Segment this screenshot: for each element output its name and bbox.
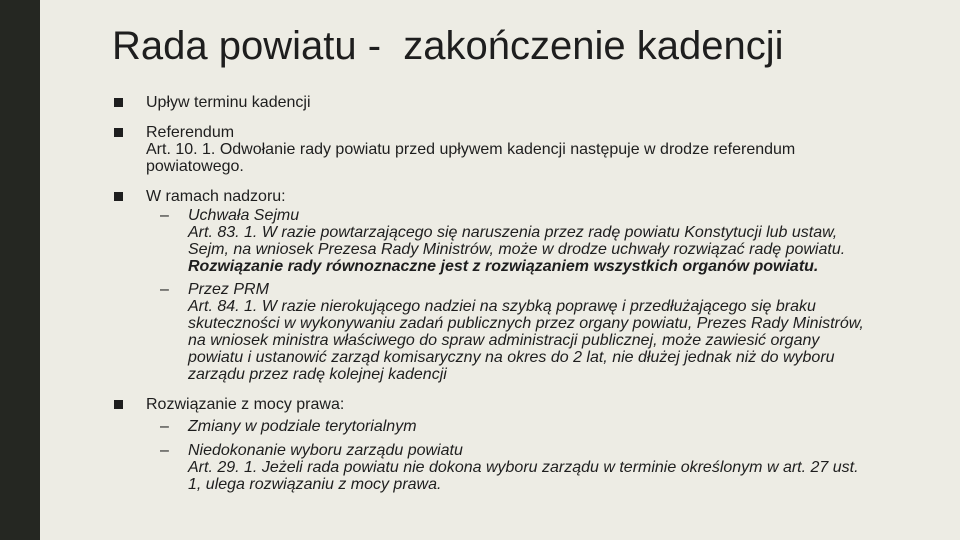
sub-text-bold: Rozwiązanie rady równoznaczne jest z rozwiązaniem wszystkich organów powiatu.: [188, 258, 819, 275]
slide-title: Rada powiatu - zakończenie kadencji: [112, 24, 784, 68]
dash-bullet-icon: –: [160, 281, 169, 298]
bullet-item: [112, 124, 872, 175]
dash-bullet-icon: –: [160, 442, 169, 459]
square-bullet-icon: [114, 98, 123, 107]
sub-item: [146, 442, 872, 493]
sub-item: [146, 207, 872, 275]
sub-item: [146, 418, 872, 435]
sub-item: [146, 281, 872, 383]
sub-heading: Przez PRM: [188, 281, 269, 298]
bullet-item: [112, 94, 872, 111]
bullet-heading: Upływ terminu kadencji: [146, 94, 311, 111]
sub-heading: Niedokonanie wyboru zarządu powiatu: [188, 442, 463, 459]
sub-text: Art. 84. 1. W razie nierokującego nadziei na szybką poprawę i przedłużającego się braku skuteczności w wykonywaniu zadań publicznych przez organy powiatu, Prezes Rady Ministrów, na wniosek ministra właściwego do spraw administracji publicznej, może zawiesić organy powiatu i ustanowić zarząd komisaryczny na okres do 2 lat, nie dłużej jednak niż do wyboru zarządu przez radę kolejnej kadencji: [188, 298, 864, 383]
sub-text: [188, 224, 872, 275]
square-bullet-icon: [114, 192, 123, 201]
left-accent-bar: [0, 0, 40, 540]
sub-heading: Zmiany w podziale terytorialnym: [188, 418, 417, 435]
slide-content: [112, 92, 872, 493]
bullet-heading: Referendum: [146, 124, 235, 141]
dash-bullet-icon: –: [160, 207, 169, 224]
bullet-item: [112, 396, 872, 493]
sub-text-regular: Art. 83. 1. W razie powtarzającego się naruszenia przez radę powiatu Konstytucji lub ustaw, Sejm, na wniosek Prezesa Rady Ministrów, może w drodze uchwały rozwiązać radę powiatu.: [188, 224, 846, 258]
dash-bullet-icon: –: [160, 418, 169, 435]
bullet-text: Art. 10. 1. Odwołanie rady powiatu przed upływem kadencji następuje w drodze referendum powiatowego.: [146, 141, 796, 175]
sub-heading: Uchwała Sejmu: [188, 207, 300, 224]
bullet-heading: W ramach nadzoru:: [146, 188, 286, 205]
square-bullet-icon: [114, 400, 123, 409]
bullet-heading: Rozwiązanie z mocy prawa:: [146, 396, 345, 413]
square-bullet-icon: [114, 128, 123, 137]
bullet-item: [112, 188, 872, 383]
sub-text: Art. 29. 1. Jeżeli rada powiatu nie dokona wyboru zarządu w terminie określonym w art. 27 ust. 1, ulega rozwiązaniu z mocy prawa.: [188, 459, 859, 493]
